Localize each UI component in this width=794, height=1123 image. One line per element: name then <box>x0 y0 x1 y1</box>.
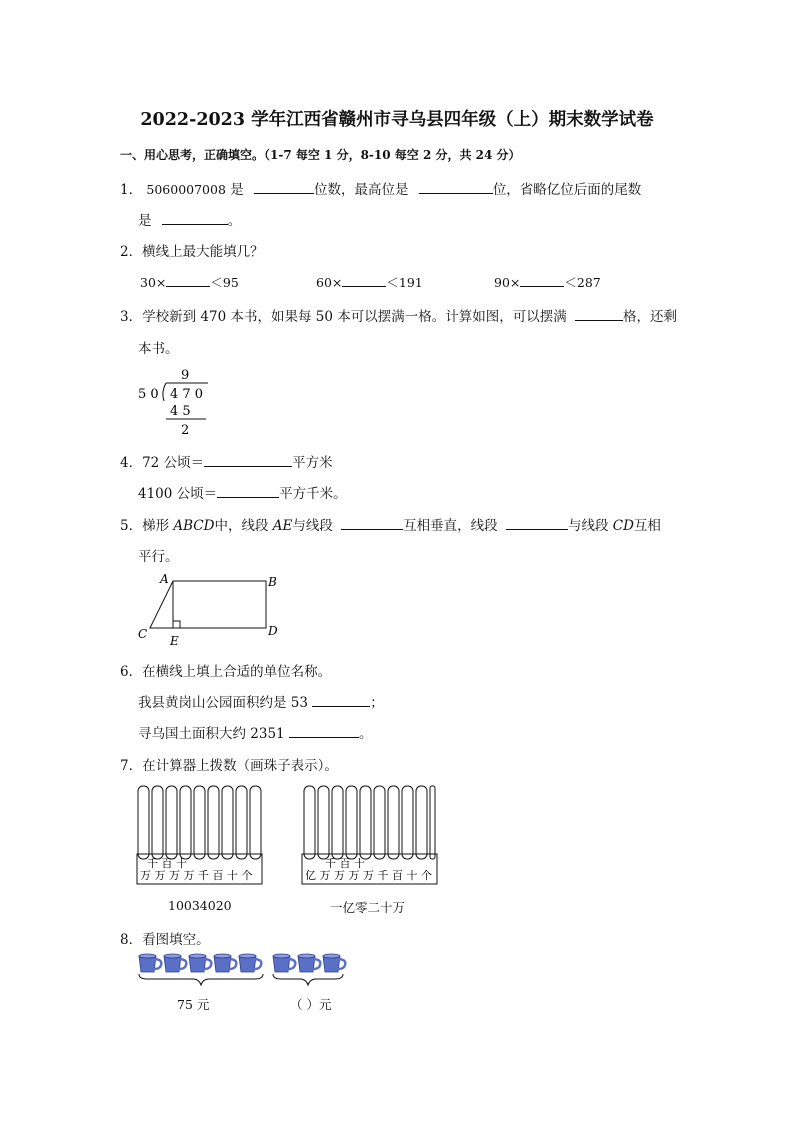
cup-icon <box>164 954 186 972</box>
cups-group-left <box>139 954 261 972</box>
question-8 <box>120 928 210 948</box>
abacus-2[interactable] <box>300 780 440 888</box>
question-1-cont <box>138 209 241 229</box>
abacus-rod[interactable] <box>152 786 163 859</box>
answer-blank[interactable] <box>166 272 210 287</box>
answer-blank[interactable] <box>162 210 228 225</box>
number-value: 5060007008 <box>146 182 226 197</box>
question-text: 是 <box>230 182 244 198</box>
cup-icon <box>189 954 211 972</box>
abacus-2-caption: 一亿零二十万 <box>330 900 406 915</box>
price-left: 75 元 <box>177 997 210 1012</box>
question-text: 与线段 <box>292 518 333 534</box>
abacus-rod[interactable] <box>250 786 261 859</box>
question-7 <box>120 754 338 774</box>
abacus-rod[interactable] <box>430 786 435 859</box>
abacus-rod[interactable] <box>360 786 371 859</box>
quotient: 9 <box>181 368 190 383</box>
question-text: 梯形 <box>142 518 170 534</box>
abacus-place-bottom: 万 万 万 万 千 百 十 个 <box>140 869 253 882</box>
question-text: 格，还剩 <box>623 309 678 325</box>
right-angle-mark <box>173 621 180 628</box>
question-5 <box>120 514 661 534</box>
brace-left <box>139 974 263 985</box>
answer-blank[interactable] <box>419 179 493 194</box>
price-right: （ ）元 <box>290 997 332 1012</box>
answer-blank[interactable] <box>342 272 386 287</box>
question-6 <box>120 660 331 680</box>
cup-icon <box>323 954 345 972</box>
question-6-line1 <box>138 691 384 711</box>
question-text: 是 <box>138 213 152 229</box>
question-text: 与线段 <box>567 518 609 534</box>
page-title: 2022-2023 学年江西省赣州市寻乌县四年级（上）期末数学试卷 <box>140 110 654 130</box>
expr-right: ＜95 <box>210 275 239 290</box>
expression-3 <box>494 272 601 291</box>
remainder: 2 <box>181 423 190 438</box>
answer-blank[interactable] <box>520 272 564 287</box>
question-5-cont <box>138 545 179 565</box>
question-number: 6． <box>120 664 143 680</box>
question-text: 平行。 <box>138 549 179 565</box>
abacus-1-caption: 10034020 <box>168 898 232 913</box>
dividend: 4 7 0 <box>170 387 204 402</box>
question-number: 1． <box>120 182 143 198</box>
question-text: 中，线段 <box>214 518 269 534</box>
question-4 <box>120 451 333 471</box>
trapezoid-shape <box>150 581 266 628</box>
label-ae: AE <box>272 518 293 534</box>
product: 4 5 <box>170 404 191 419</box>
label-abcd: ABCD <box>173 518 215 534</box>
question-text: 在横线上填上合适的单位名称。 <box>142 664 332 680</box>
answer-blank[interactable] <box>204 452 292 467</box>
question-text: 寻乌国土面积大约 2351 <box>138 726 285 742</box>
brace-right <box>273 974 343 985</box>
abacus-rod[interactable] <box>166 786 177 859</box>
cup-icon <box>298 954 320 972</box>
cups-figure <box>133 950 358 990</box>
cup-icon <box>214 954 236 972</box>
cup-icon <box>239 954 261 972</box>
trapezoid-figure <box>130 568 290 650</box>
cups-group-right <box>273 954 345 972</box>
question-number: 7． <box>120 758 143 774</box>
answer-blank[interactable] <box>506 515 568 530</box>
question-text: 学校新到 470 本书，如果每 50 本可以摆满一格。计算如图，可以摆满 <box>142 309 567 325</box>
abacus-rod[interactable] <box>222 786 233 859</box>
question-text: 。 <box>227 213 242 229</box>
question-text: ； <box>370 695 384 711</box>
vertex-e: E <box>170 634 179 648</box>
expr-right: ＜191 <box>386 275 423 290</box>
abacus-rod[interactable] <box>138 786 149 859</box>
abacus-rod[interactable] <box>346 786 357 859</box>
cup-icon <box>273 954 295 972</box>
answer-blank[interactable] <box>341 515 403 530</box>
expr-right: ＜287 <box>564 275 601 290</box>
abacus-place-bottom: 亿 万 万 万 万 千 百 十 个 <box>305 869 432 882</box>
expression-2 <box>316 272 423 291</box>
question-text: 平方米 <box>292 455 333 471</box>
expr-left: 60× <box>316 275 343 290</box>
expr-left: 30× <box>140 275 167 290</box>
question-6-line2 <box>138 722 372 742</box>
abacus-rod[interactable] <box>416 786 427 859</box>
abacus-1[interactable] <box>135 780 270 888</box>
question-text: 横线上最大能填几？ <box>142 244 264 260</box>
question-text: 平方千米。 <box>279 486 347 502</box>
question-number: 8． <box>120 932 143 948</box>
vertex-a: A <box>160 572 169 586</box>
expr-left: 90× <box>494 275 521 290</box>
divisor: 5 0 <box>138 387 159 402</box>
question-text: 我县黄岗山公园面积约是 53 <box>138 695 308 711</box>
abacus-rod[interactable] <box>318 786 329 859</box>
abacus-rod[interactable] <box>388 786 399 859</box>
answer-blank[interactable] <box>312 692 370 707</box>
question-text: 位数，最高位是 <box>314 182 409 198</box>
vertex-b: B <box>268 575 277 589</box>
question-text: 位，省略亿位后面的尾数 <box>492 182 642 198</box>
question-text: 看图填空。 <box>142 932 210 948</box>
question-text: 互相垂直，线段 <box>403 518 498 534</box>
abacus-place-top: 千 百 十 <box>325 857 365 870</box>
vertex-c: C <box>138 627 148 641</box>
question-text: 本书。 <box>138 341 179 357</box>
division-bracket <box>163 383 166 401</box>
cup-icon <box>139 954 161 972</box>
question-number: 4． <box>120 455 143 471</box>
abacus-rod[interactable] <box>208 786 219 859</box>
answer-blank[interactable] <box>217 483 279 498</box>
question-3 <box>120 305 677 325</box>
question-text: 互相 <box>633 518 661 534</box>
question-number: 3． <box>120 309 143 325</box>
question-text: 在计算器上拨数（画珠子表示）。 <box>142 758 338 774</box>
answer-blank[interactable] <box>254 179 314 194</box>
long-division-figure <box>130 362 220 442</box>
vertex-d: D <box>268 624 278 638</box>
question-number: 2． <box>120 244 143 260</box>
abacus-rod[interactable] <box>374 786 385 859</box>
question-text: 4100 公顷＝ <box>138 486 218 502</box>
abacus-rod[interactable] <box>180 786 191 859</box>
abacus-rod[interactable] <box>402 786 413 859</box>
question-text: 72 公顷＝ <box>142 455 205 471</box>
abacus-rod[interactable] <box>304 786 315 859</box>
expression-1 <box>140 272 239 291</box>
question-text: 。 <box>358 726 373 742</box>
abacus-rod[interactable] <box>236 786 247 859</box>
label-cd: CD <box>612 518 634 534</box>
answer-blank[interactable] <box>575 306 623 321</box>
section-heading: 一、用心思考，正确填空。（1-7 每空 1 分，8-10 每空 2 分，共 24 分） <box>120 148 521 162</box>
abacus-rod[interactable] <box>332 786 343 859</box>
answer-blank[interactable] <box>289 723 359 738</box>
question-2 <box>120 240 264 260</box>
abacus-rod[interactable] <box>194 786 205 859</box>
question-3-cont <box>138 337 179 357</box>
question-number: 5． <box>120 518 143 534</box>
question-1 <box>120 178 641 198</box>
question-4-line2 <box>138 482 347 502</box>
abacus-place-top: 千 百 十 <box>147 857 187 870</box>
